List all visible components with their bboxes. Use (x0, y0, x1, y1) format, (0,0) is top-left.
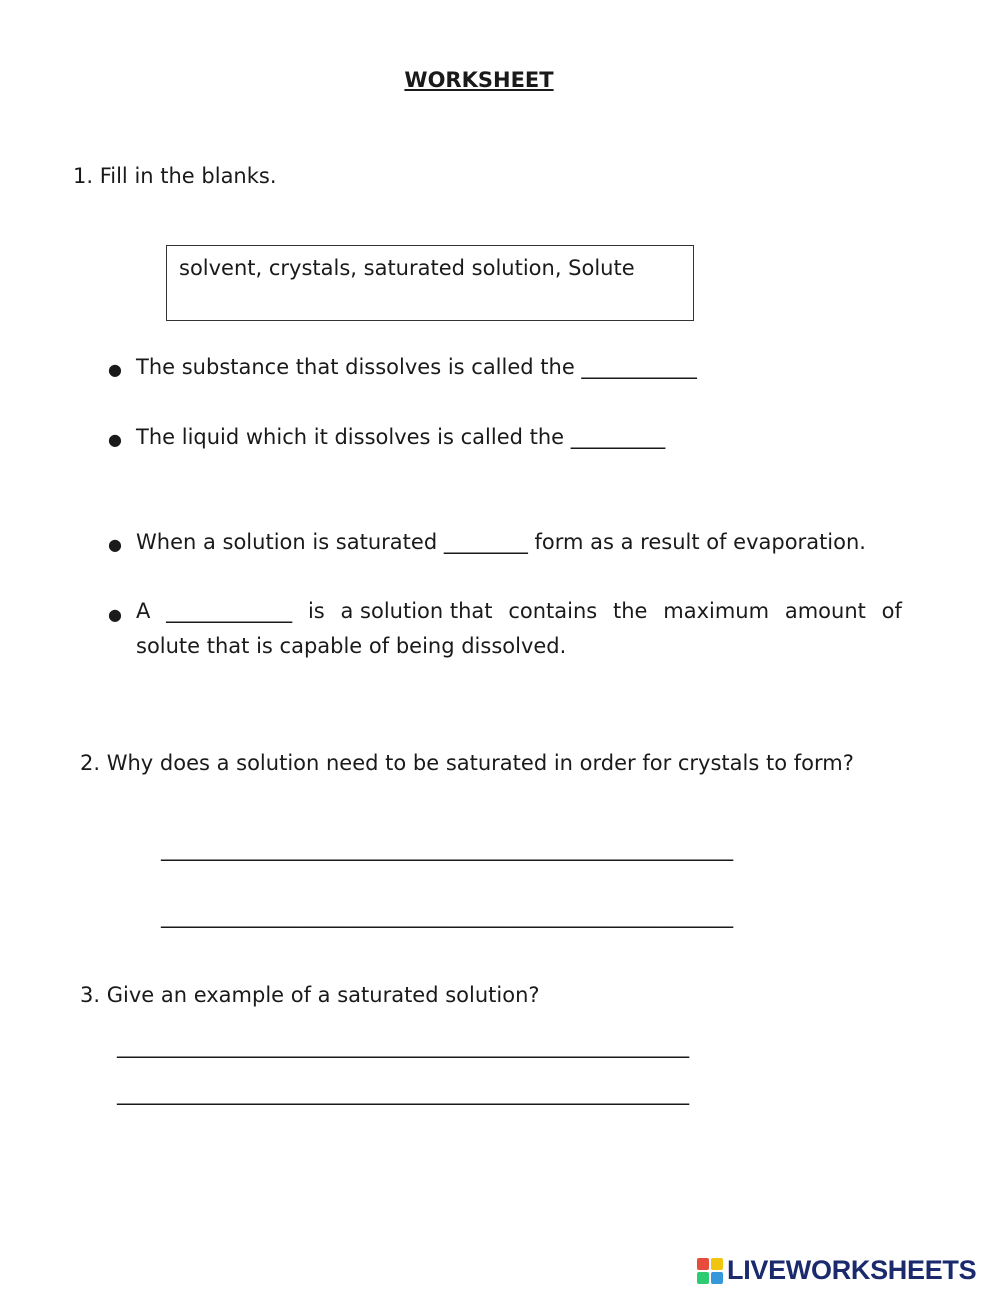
fill-blank-item-2: The liquid which it dissolves is called the _________ (136, 425, 666, 449)
item-4-word: A (136, 599, 151, 623)
item-4-word: is (307, 599, 325, 623)
question-3: 3. Give an example of a saturated solution? (80, 983, 540, 1007)
bullet-icon: ● (108, 430, 122, 449)
word-bank-box (166, 245, 694, 321)
item-4-blank: ____________ (166, 599, 293, 623)
liveworksheets-logo (697, 1256, 993, 1286)
item-4-word: maximum (663, 599, 770, 623)
question-1-heading: 1. Fill in the blanks. (73, 164, 277, 188)
answer-line-q2-2[interactable]: _______________________________________________________ (161, 904, 734, 928)
item-4-word: contains (508, 599, 598, 623)
item-4-word: a solution that (340, 599, 493, 623)
fill-blank-item-4-line-1 (136, 599, 902, 623)
bullet-icon: ● (108, 535, 122, 554)
worksheet-title: WORKSHEET (404, 68, 554, 92)
item-4-word: amount (784, 599, 866, 623)
question-2: 2. Why does a solution need to be saturated in order for crystals to form? (80, 751, 854, 775)
answer-line-q3-2[interactable]: _______________________________________________________ (117, 1081, 690, 1105)
answer-line-q3-1[interactable]: _______________________________________________________ (117, 1034, 690, 1058)
bullet-icon: ● (108, 605, 122, 624)
logo-wordmark: LIVEWORKSHEETS (727, 1255, 977, 1285)
bullet-icon: ● (108, 360, 122, 379)
answer-line-q2-1[interactable]: _______________________________________________________ (161, 837, 734, 861)
word-bank-text: solvent, crystals, saturated solution, Solute (179, 256, 635, 280)
live-logo-icon (697, 1258, 723, 1284)
item-4-word: the (613, 599, 648, 623)
fill-blank-item-4-line-2: solute that is capable of being dissolved. (136, 634, 567, 658)
fill-blank-item-3: When a solution is saturated ________ form as a result of evaporation. (136, 530, 866, 554)
item-4-word: of (881, 599, 902, 623)
fill-blank-item-1: The substance that dissolves is called the ___________ (136, 355, 697, 379)
